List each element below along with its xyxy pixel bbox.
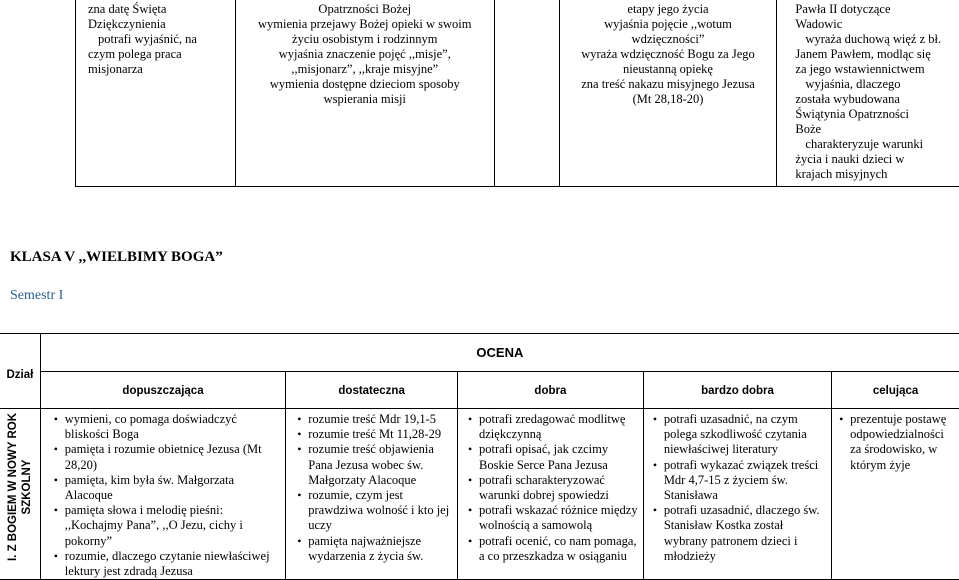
criterion-item: • potrafi scharakteryzować warunki dobrej spowiedzi <box>467 473 639 503</box>
ocena-label: OCENA <box>476 344 524 360</box>
dobra-cell <box>458 409 644 580</box>
criterion-item: • rozumie, dlaczego czytanie niewłaściwej lektury jest zdradą Jezusa <box>53 549 281 579</box>
text-line: została wybudowana <box>795 92 900 106</box>
grade-header-cell <box>458 372 644 409</box>
top-col-5 <box>777 0 959 187</box>
dzial-header-cell <box>0 334 40 409</box>
grade-header-cell <box>832 372 959 409</box>
text-line: wdzięczności” <box>631 32 705 46</box>
grade-header-label: dopuszczająca <box>122 385 204 397</box>
dzial-label: Dział <box>6 369 34 381</box>
dopuszczajaca-cell <box>40 409 285 580</box>
text-line: życiu osobistym i rodzinnym <box>292 32 438 46</box>
criterion-item: • potrafi uzasadnić, na czym polega szkodliwość czytania niewłaściwej literatury <box>652 412 827 458</box>
text-line: zna datę Święta <box>88 2 167 16</box>
grade-header-cell <box>40 372 285 409</box>
criterion-item: • rozumie treść Mt 11,28-29 <box>296 427 453 442</box>
criterion-item: • potrafi wskazać różnice między wolnością a samowolą <box>467 503 639 533</box>
text-line: Pawła II dotyczące <box>795 2 891 16</box>
text-line: wspierania misji <box>323 92 406 106</box>
text-line: życia i nauki dzieci w <box>795 152 905 166</box>
top-col-4 <box>559 0 777 187</box>
text-line: wymienia przejawy Bożej opieki w swoim <box>258 17 472 31</box>
text-line: wyraża duchową więź z bł. <box>805 32 942 46</box>
top-col-2 <box>235 0 494 187</box>
criterion-item: • rozumie, czym jest prawdziwa wolność i kto jej uczy <box>296 488 453 534</box>
text-line: etapy jego życia <box>627 2 709 16</box>
criterion-item: • potrafi opisać, jak czcimy Boskie Serce Pana Jezusa <box>467 442 639 472</box>
criterion-item: • potrafi wykazać związek treści Mdr 4,7-15 z życiem św. Stanisława <box>652 458 827 504</box>
class-heading: KLASA V ,,WIELBIMY BOGA” <box>10 249 223 265</box>
text-line: Boże <box>795 122 822 136</box>
text-line: wyjaśnia pojęcie ,,wotum <box>604 17 732 31</box>
text-line: krajach misyjnych <box>795 167 888 181</box>
grade-header-label: dostateczna <box>338 385 405 397</box>
top-table <box>75 0 959 187</box>
celujaca-cell <box>832 409 959 580</box>
criterion-item: • pamięta najważniejsze wydarzenia z życia św. <box>296 534 453 564</box>
text-line: Świątynia Opatrzności <box>795 107 909 121</box>
text-line: potrafi wyjaśnić, na <box>98 32 197 46</box>
text-line: za jego wstawiennictwem <box>795 62 925 76</box>
section-label: I. Z BOGIEM W NOWY ROK SZKOLNY <box>7 412 33 561</box>
text-line: nieustanną opiekę <box>623 62 713 76</box>
criterion-item: • potrafi uzasadnić, dlaczego św. Stanisław Kostka został wybrany patronem dzieci i młodzieży <box>652 503 827 564</box>
text-line: wyraża wdzięczność Bogu za Jego <box>581 47 755 61</box>
text-line: czym polega praca <box>88 47 182 61</box>
grade-header-label: dobra <box>534 385 567 397</box>
text-line: Dziękczynienia <box>88 17 166 31</box>
text-line: ,,misjonarz”, ,,kraje misyjne” <box>291 62 439 76</box>
criterion-item: • potrafi ocenić, co nam pomaga, a co przeszkadza w osiąganiu <box>467 534 639 564</box>
section-cell <box>0 409 40 580</box>
grade-header-label: celująca <box>872 385 919 397</box>
text-line: charakteryzuje warunki <box>805 137 924 151</box>
text-line: wymienia dostępne dzieciom sposoby <box>269 77 460 91</box>
bardzo-dobra-cell <box>643 409 831 580</box>
text-line: Wadowic <box>795 17 843 31</box>
criterion-item: • wymieni, co pomaga doświadczyć bliskości Boga <box>53 412 281 442</box>
dostateczna-cell <box>286 409 458 580</box>
text-line: Opatrzności Bożej <box>318 2 412 16</box>
top-col-3 <box>494 0 559 187</box>
criterion-item: • pamięta, kim była św. Małgorzata Alacoque <box>53 473 281 503</box>
ocena-header-cell <box>40 334 959 372</box>
text-line: wyjaśnia, dlaczego <box>805 77 901 91</box>
grade-header-cell <box>643 372 831 409</box>
text-line: misjonarza <box>88 62 143 76</box>
criterion-item: • pamięta słowa i melodię pieśni: ,,Kochajmy Pana”, ,,O Jezu, cichy i pokorny” <box>53 503 281 549</box>
top-col-1 <box>76 0 236 187</box>
grade-header-cell <box>286 372 458 409</box>
criterion-item: • rozumie treść objawienia Pana Jezusa wobec św. Małgorzaty Alacoque <box>296 442 453 488</box>
criterion-item: • potrafi zredagować modlitwę dziękczynną <box>467 412 639 442</box>
text-line: (Mt 28,18-20) <box>632 92 704 106</box>
criterion-item: • prezentuje postawę odpowiedzialności za środowisko, w którym żyje <box>838 412 955 473</box>
criterion-item: • pamięta i rozumie obietnicę Jezusa (Mt 28,20) <box>53 442 281 472</box>
criterion-item: • rozumie treść Mdr 19,1-5 <box>296 412 453 427</box>
text-line: wyjaśnia znaczenie pojęć ,,misje”, <box>278 47 451 61</box>
grade-header-label: bardzo dobra <box>701 385 774 397</box>
text-line: Janem Pawłem, modląc się <box>795 47 931 61</box>
grades-table <box>0 333 959 580</box>
text-line: zna treść nakazu misyjnego Jezusa <box>581 77 755 91</box>
semester-label: Semestr I <box>10 288 64 303</box>
